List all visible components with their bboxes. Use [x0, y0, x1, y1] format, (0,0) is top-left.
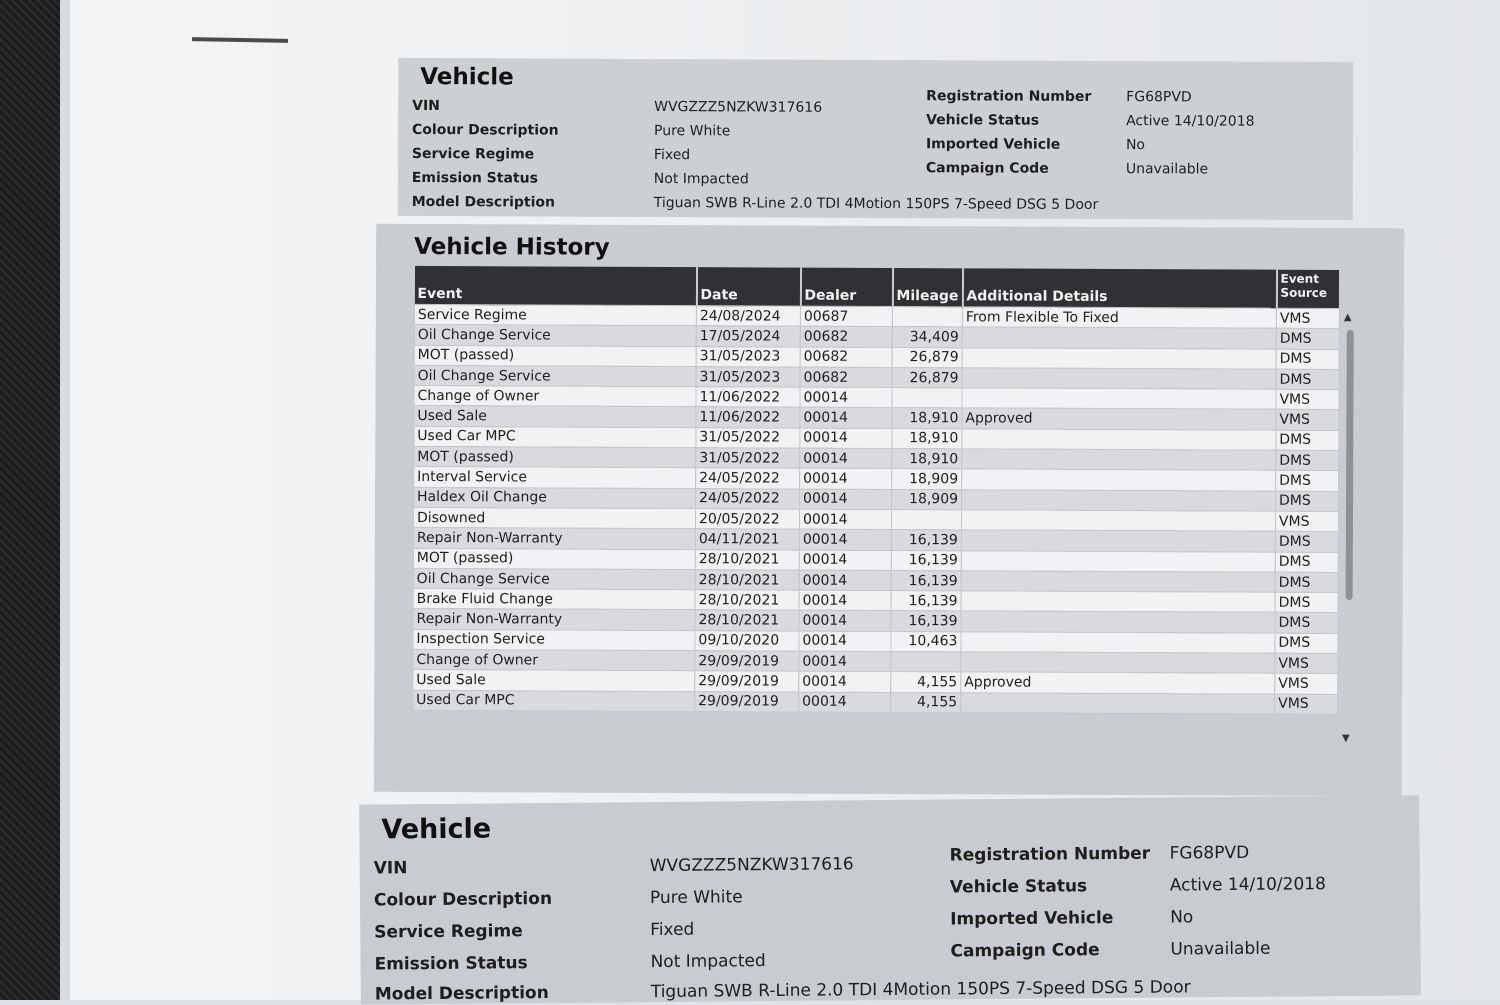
cell-dealer: 00014 [800, 387, 892, 408]
cell-dealer: 00682 [800, 326, 892, 347]
cell-event: Oil Change Service [413, 568, 695, 590]
cell-mileage: 26,879 [892, 367, 962, 388]
cell-source: DMS [1275, 633, 1338, 654]
registration-label-2: Registration Number [949, 843, 1151, 866]
history-scrollbar[interactable] [1342, 312, 1356, 744]
cell-details [962, 469, 1276, 491]
emission-label-2: Emission Status [374, 953, 528, 975]
vin-label: VIN [412, 97, 440, 115]
cell-date: 11/06/2022 [696, 407, 800, 428]
cell-dealer: 00014 [799, 550, 891, 571]
colour-label-2: Colour Description [373, 888, 553, 911]
cell-date: 04/11/2021 [695, 529, 799, 550]
cell-mileage: 18,910 [892, 408, 962, 429]
service-regime-label: Service Regime [411, 145, 535, 163]
cell-date: 28/10/2021 [695, 610, 799, 631]
cell-details [961, 611, 1275, 633]
cell-mileage: 16,139 [891, 591, 961, 612]
table-row[interactable] [413, 690, 1338, 714]
cell-dealer: 00014 [799, 671, 891, 692]
cell-mileage: 16,139 [891, 570, 961, 591]
cell-event: Disowned [413, 507, 695, 529]
cell-event: MOT (passed) [414, 447, 696, 469]
status-value-2: Active 14/10/2018 [1169, 874, 1326, 896]
cell-mileage: 18,909 [892, 469, 962, 490]
campaign-value-2: Unavailable [1170, 938, 1271, 960]
vehicle-history-table [412, 266, 1340, 715]
service-regime-value: Fixed [653, 147, 691, 164]
cell-date: 28/10/2021 [695, 549, 799, 570]
vehicle-history-panel [374, 224, 1404, 796]
column-header-date[interactable]: Date [696, 267, 800, 306]
cell-details [962, 347, 1276, 369]
cell-source: DMS [1276, 369, 1339, 390]
cell-date: 31/05/2023 [696, 367, 800, 388]
cell-date: 24/08/2024 [696, 306, 800, 327]
cell-date: 28/10/2021 [695, 570, 799, 591]
column-header-mileage[interactable]: Mileage [892, 268, 962, 307]
cell-details [961, 530, 1275, 552]
cell-dealer: 00682 [800, 347, 892, 368]
cell-mileage: 26,879 [892, 347, 962, 368]
cell-date: 24/05/2022 [696, 488, 800, 509]
vehicle-panel-bottom [359, 795, 1421, 1004]
cell-source: DMS [1276, 430, 1339, 451]
cell-dealer: 00014 [800, 448, 892, 469]
cell-dealer: 00014 [800, 428, 892, 449]
cell-details [961, 571, 1275, 593]
cell-date: 29/09/2019 [695, 691, 799, 712]
cell-dealer: 00014 [799, 529, 891, 550]
cell-event: Haldex Oil Change [414, 487, 696, 509]
cell-dealer: 00014 [800, 408, 892, 429]
cell-date: 11/06/2022 [696, 387, 800, 408]
cell-event: Interval Service [414, 467, 696, 489]
cell-source: DMS [1275, 592, 1338, 613]
vin-value-2: WVGZZZ5NZKW317616 [649, 854, 854, 877]
cell-details [961, 692, 1275, 714]
cell-date: 29/09/2019 [695, 671, 799, 692]
cell-date: 31/05/2023 [696, 346, 800, 367]
cell-details [962, 388, 1276, 410]
cell-mileage: 18,910 [892, 449, 962, 470]
cell-mileage: 16,139 [891, 530, 961, 551]
cell-source: DMS [1276, 328, 1339, 349]
status-value: Active 14/10/2018 [1126, 113, 1255, 130]
imported-value: No [1125, 137, 1146, 154]
cell-mileage: 10,463 [891, 631, 961, 652]
vehicle-history-title: Vehicle History [414, 233, 610, 261]
cell-source: DMS [1276, 349, 1339, 370]
campaign-value: Unavailable [1125, 161, 1209, 178]
cell-details [961, 591, 1275, 613]
status-label-2: Vehicle Status [949, 876, 1088, 898]
cell-dealer: 00014 [799, 611, 891, 632]
cell-dealer: 00014 [799, 570, 891, 591]
history-rows [413, 304, 1340, 714]
cell-source: DMS [1276, 471, 1339, 492]
registration-label: Registration Number [926, 88, 1092, 105]
imported-label: Imported Vehicle [925, 136, 1061, 153]
service-regime-value-2: Fixed [650, 919, 695, 941]
cell-details [961, 510, 1275, 532]
model-value: Tiguan SWB R-Line 2.0 TDI 4Motion 150PS 7-Speed DSG 5 Door [653, 195, 1099, 213]
model-label-2: Model Description [374, 982, 549, 1005]
cell-source: VMS [1276, 308, 1339, 329]
column-header-event-source[interactable]: Event Source [1276, 270, 1339, 309]
cell-source: VMS [1276, 389, 1339, 410]
cell-date: 24/05/2022 [696, 468, 800, 489]
column-header-dealer[interactable]: Dealer [800, 268, 892, 307]
cell-mileage: 18,909 [892, 489, 962, 510]
scrollbar-thumb[interactable] [1346, 330, 1354, 600]
column-header-event[interactable]: Event [414, 266, 696, 306]
cell-event: Oil Change Service [414, 325, 696, 347]
cell-mileage: 16,139 [891, 550, 961, 571]
colour-label: Colour Description [412, 121, 559, 139]
cell-details: Approved [962, 408, 1276, 430]
cell-mileage: 4,155 [891, 692, 961, 713]
campaign-label-2: Campaign Code [950, 940, 1100, 962]
cell-source: VMS [1275, 511, 1338, 532]
emission-value: Not Impacted [653, 171, 749, 188]
imported-label-2: Imported Vehicle [950, 908, 1114, 930]
cell-event: Service Regime [414, 304, 696, 326]
cell-source: DMS [1276, 450, 1339, 471]
cell-event: MOT (passed) [413, 548, 695, 570]
triangle-down-icon[interactable]: ▼ [1341, 732, 1350, 745]
cell-event: Used Car MPC [413, 690, 695, 712]
cell-event: MOT (passed) [414, 345, 696, 367]
cell-event: Used Sale [413, 670, 695, 692]
cell-details [962, 449, 1276, 471]
cell-mileage [891, 652, 961, 673]
imported-value-2: No [1170, 907, 1194, 928]
registration-value: FG68PVD [1126, 89, 1192, 106]
cell-date: 31/05/2022 [696, 448, 800, 469]
cell-source: VMS [1275, 653, 1338, 674]
cell-event: Oil Change Service [414, 365, 696, 387]
cell-details [962, 429, 1276, 451]
emission-label: Emission Status [411, 169, 538, 187]
cell-details [962, 327, 1276, 349]
registration-value-2: FG68PVD [1169, 842, 1250, 864]
vehicle-title: Vehicle [420, 64, 514, 91]
model-value-2: Tiguan SWB R-Line 2.0 TDI 4Motion 150PS 7-Speed DSG 5 Door [650, 977, 1191, 1003]
cell-event: Repair Non-Warranty [413, 528, 695, 550]
cell-event: Repair Non-Warranty [413, 609, 695, 631]
cell-source: DMS [1275, 552, 1338, 573]
cell-details [961, 632, 1275, 654]
cell-source: DMS [1275, 613, 1338, 634]
cell-mileage [892, 388, 962, 409]
cell-dealer: 00014 [800, 489, 892, 510]
cell-dealer: 00687 [800, 306, 892, 327]
cell-dealer: 00014 [799, 651, 891, 672]
cell-date: 31/05/2022 [696, 427, 800, 448]
cell-source: VMS [1276, 410, 1339, 431]
cell-event: Change of Owner [414, 386, 696, 408]
cell-date: 17/05/2024 [696, 326, 800, 347]
campaign-label: Campaign Code [925, 160, 1049, 177]
triangle-up-icon[interactable]: ▲ [1343, 311, 1352, 324]
model-label: Model Description [411, 193, 556, 211]
cell-details: From Flexible To Fixed [962, 307, 1276, 329]
cell-source: DMS [1275, 491, 1338, 512]
colour-value: Pure White [653, 123, 731, 140]
cell-dealer: 00014 [799, 692, 891, 713]
status-label: Vehicle Status [926, 112, 1040, 129]
cell-dealer: 00014 [799, 509, 891, 530]
cell-mileage: 16,139 [891, 611, 961, 632]
table-header-row [414, 266, 1339, 309]
cell-details: Approved [961, 672, 1275, 694]
cell-details [961, 550, 1275, 572]
vin-label-2: VIN [373, 858, 408, 879]
cell-event: Inspection Service [413, 629, 695, 651]
cell-mileage [892, 307, 962, 328]
cell-source: DMS [1275, 531, 1338, 552]
cell-mileage: 34,409 [892, 327, 962, 348]
cell-mileage: 18,910 [892, 428, 962, 449]
cell-event: Brake Fluid Change [413, 589, 695, 611]
cell-source: DMS [1275, 572, 1338, 593]
cell-event: Used Sale [414, 406, 696, 428]
cell-event: Change of Owner [413, 649, 695, 671]
cell-event: Used Car MPC [414, 426, 696, 448]
service-regime-label-2: Service Regime [374, 921, 523, 943]
cell-dealer: 00014 [799, 631, 891, 652]
cell-details [962, 489, 1276, 511]
cell-source: VMS [1275, 674, 1338, 695]
emission-value-2: Not Impacted [650, 951, 766, 973]
cell-dealer: 00014 [800, 468, 892, 489]
cell-date: 09/10/2020 [695, 630, 799, 651]
cell-dealer: 00682 [800, 367, 892, 388]
cell-source: VMS [1275, 694, 1338, 715]
cell-mileage: 4,155 [891, 672, 961, 693]
cell-dealer: 00014 [799, 590, 891, 611]
cell-date: 29/09/2019 [695, 651, 799, 672]
column-header-additional-details[interactable]: Additional Details [962, 268, 1276, 308]
colour-value-2: Pure White [649, 887, 743, 909]
cell-date: 28/10/2021 [695, 590, 799, 611]
cell-details [962, 368, 1276, 390]
vehicle-title-2: Vehicle [381, 813, 492, 846]
cell-mileage [891, 509, 961, 530]
vehicle-panel-top [398, 58, 1354, 220]
cell-details [961, 652, 1275, 674]
cell-date: 20/05/2022 [695, 509, 799, 530]
vin-value: WVGZZZ5NZKW317616 [654, 99, 823, 116]
